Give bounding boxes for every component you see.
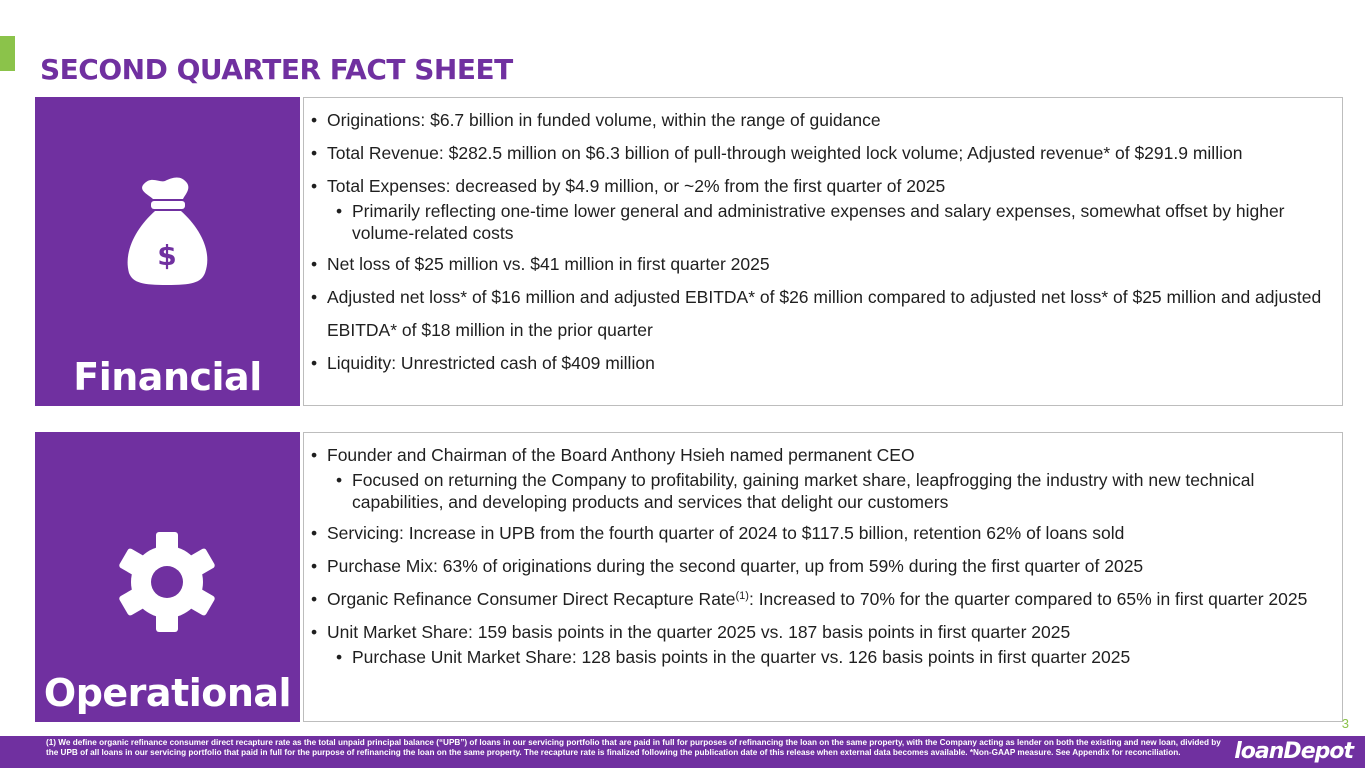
list-item-text: : Increased to 70% for the quarter compared to 65% in first quarter 2025 bbox=[748, 589, 1308, 609]
gear-icon bbox=[115, 530, 219, 634]
list-item: • Purchase Mix: 63% of originations during the second quarter, up from 59% during the first quarter of 2025 bbox=[310, 550, 1338, 583]
list-item: • Servicing: Increase in UPB from the fourth quarter of 2024 to $117.5 billion, retention 62% of loans sold bbox=[310, 517, 1338, 550]
operational-tile bbox=[35, 432, 300, 722]
list-item: • Total Expenses: decreased by $4.9 million, or ~2% from the first quarter of 2025 bbox=[310, 170, 1338, 203]
list-item: • Unit Market Share: 159 basis points in the quarter 2025 vs. 187 basis points in first quarter 2025 bbox=[310, 616, 1338, 649]
title-accent-bar bbox=[0, 36, 15, 71]
footnote-marker: (1) bbox=[735, 590, 749, 602]
list-item: • Originations: $6.7 billion in funded volume, within the range of guidance bbox=[310, 104, 1338, 137]
sub-list-item: • Focused on returning the Company to profitability, gaining market share, leapfrogging the industry with new technical capabilities, and developing products and services that delight our customers bbox=[310, 469, 1338, 513]
money-bag-icon bbox=[125, 175, 209, 287]
page-number: 3 bbox=[1341, 716, 1349, 731]
financial-tile bbox=[35, 97, 300, 406]
page-title: SECOND QUARTER FACT SHEET bbox=[40, 53, 513, 86]
sub-list-item: • Purchase Unit Market Share: 128 basis points in the quarter vs. 126 basis points in first quarter 2025 bbox=[310, 646, 1338, 668]
list-item: • Total Revenue: $282.5 million on $6.3 billion of pull-through weighted lock volume; Adjusted revenue* of $291.9 million bbox=[310, 137, 1338, 170]
sub-list-item: • Primarily reflecting one-time lower general and administrative expenses and salary expenses, somewhat offset by higher volume-related costs bbox=[310, 200, 1338, 244]
financial-section bbox=[35, 97, 1343, 406]
list-item: • Liquidity: Unrestricted cash of $409 million bbox=[310, 347, 1338, 380]
operational-label: Operational bbox=[43, 671, 292, 715]
list-item: • Adjusted net loss* of $16 million and adjusted EBITDA* of $26 million compared to adjusted net loss* of $25 million and adjusted EBITDA* of $18 million in the prior quarter bbox=[310, 281, 1338, 347]
financial-label: Financial bbox=[73, 355, 262, 399]
financial-content bbox=[303, 97, 1343, 406]
operational-bullets bbox=[310, 439, 1338, 672]
financial-bullets bbox=[310, 104, 1338, 380]
footer-bar bbox=[0, 736, 1365, 768]
list-item bbox=[310, 583, 1338, 616]
operational-section bbox=[35, 432, 1343, 722]
operational-content bbox=[303, 432, 1343, 722]
footnote: (1) We define organic refinance consumer direct recapture rate as the total unpaid principal balance (“UPB”) of loans in our servicing portfolio that are paid in full for purposes of refinancing the loan on the same property, with the Company acting as lender on both the existing and new loan, divided by the UPB of all loans in our servicing portfolio that paid in full for the purpose of refinancing the loan on the same property. The recapture rate is finalized following the publication date of this release when external data becomes available. *Non-GAAP measure. See Appendix for reconciliation. bbox=[46, 738, 1221, 757]
svg-text:$: $ bbox=[157, 239, 177, 272]
loandepot-logo: loanDepot bbox=[1234, 739, 1353, 764]
list-item-text: Organic Refinance Consumer Direct Recapture Rate bbox=[327, 589, 736, 609]
list-item: • Net loss of $25 million vs. $41 million in first quarter 2025 bbox=[310, 248, 1338, 281]
list-item: • Founder and Chairman of the Board Anthony Hsieh named permanent CEO bbox=[310, 439, 1338, 472]
